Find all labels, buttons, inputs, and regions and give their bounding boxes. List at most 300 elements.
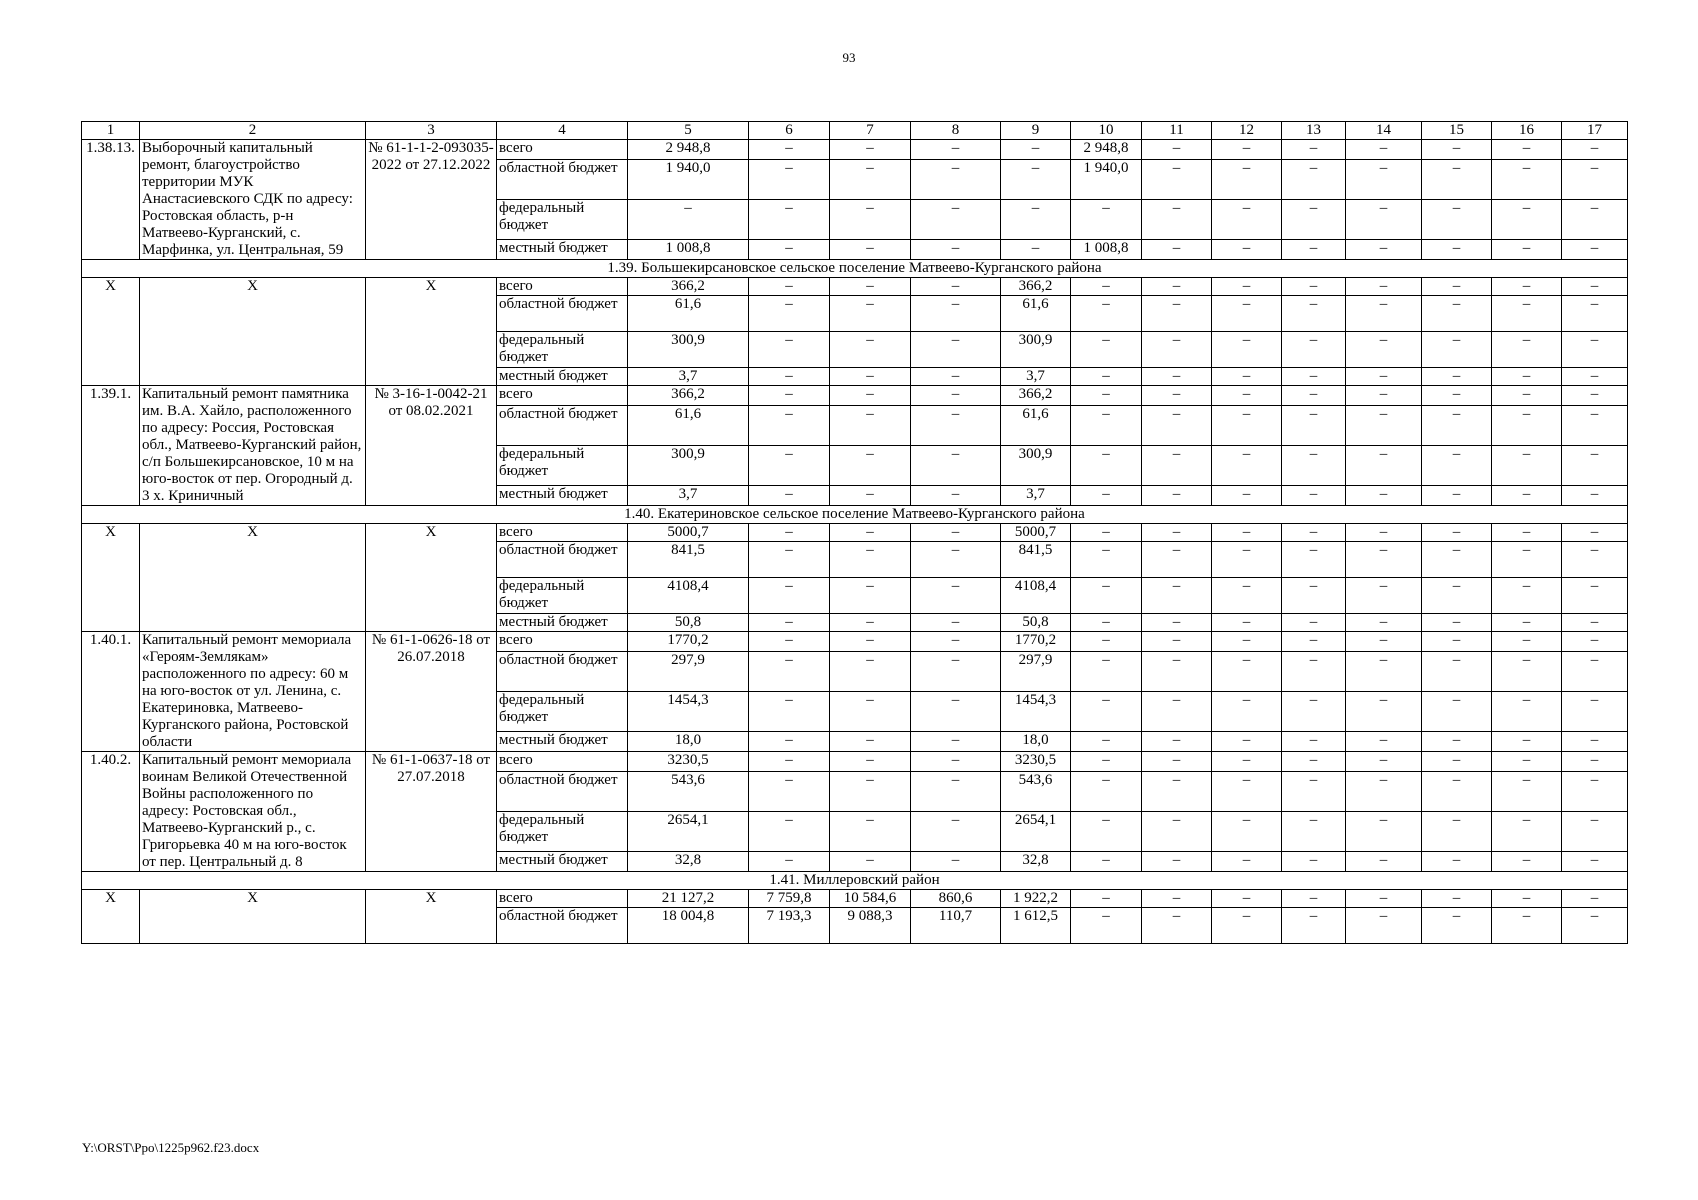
- value-col-14: –: [1346, 486, 1422, 506]
- value-col-9: 1 922,2: [1001, 890, 1071, 908]
- funding-source-label: федеральный бюджет: [497, 332, 628, 368]
- value-col-9: 300,9: [1001, 446, 1071, 486]
- value-col-16: –: [1492, 772, 1562, 812]
- value-col-11: –: [1142, 332, 1212, 368]
- value-col-7: –: [830, 852, 911, 872]
- value-col-17: –: [1562, 752, 1628, 772]
- value-col-16: –: [1492, 812, 1562, 852]
- value-col-6: –: [749, 692, 830, 732]
- value-col-14: –: [1346, 446, 1422, 486]
- value-col-17: –: [1562, 524, 1628, 542]
- value-col-11: –: [1142, 386, 1212, 406]
- value-col-6: –: [749, 160, 830, 200]
- value-col-16: –: [1492, 200, 1562, 240]
- value-col-15: –: [1422, 732, 1492, 752]
- value-col-13: –: [1282, 140, 1346, 160]
- value-col-11: –: [1142, 160, 1212, 200]
- value-col-5: 4108,4: [628, 578, 749, 614]
- value-col-8: –: [911, 386, 1001, 406]
- value-col-11: –: [1142, 652, 1212, 692]
- value-col-10: –: [1071, 524, 1142, 542]
- value-col-8: –: [911, 140, 1001, 160]
- funding-source-label: местный бюджет: [497, 486, 628, 506]
- value-col-12: –: [1212, 200, 1282, 240]
- table-row: [82, 524, 1628, 542]
- value-col-8: –: [911, 486, 1001, 506]
- funding-source-label: всего: [497, 278, 628, 296]
- value-col-6: –: [749, 240, 830, 260]
- value-col-14: –: [1346, 278, 1422, 296]
- value-col-7: –: [830, 200, 911, 240]
- value-col-6: –: [749, 368, 830, 386]
- funding-source-label: местный бюджет: [497, 852, 628, 872]
- item-name: X: [140, 278, 366, 386]
- table-row: [82, 278, 1628, 296]
- value-col-7: –: [830, 140, 911, 160]
- value-col-12: –: [1212, 486, 1282, 506]
- value-col-8: –: [911, 692, 1001, 732]
- value-col-17: –: [1562, 772, 1628, 812]
- value-col-14: –: [1346, 752, 1422, 772]
- value-col-11: –: [1142, 852, 1212, 872]
- value-col-8: –: [911, 240, 1001, 260]
- funding-source-label: федеральный бюджет: [497, 578, 628, 614]
- value-col-5: 21 127,2: [628, 890, 749, 908]
- column-number-11: 11: [1142, 122, 1212, 140]
- value-col-10: –: [1071, 652, 1142, 692]
- value-col-13: –: [1282, 240, 1346, 260]
- value-col-10: –: [1071, 542, 1142, 578]
- value-col-14: –: [1346, 772, 1422, 812]
- table-row: [82, 752, 1628, 772]
- value-col-10: –: [1071, 632, 1142, 652]
- item-name: Капитальный ремонт мемориала воинам Великой Отечественной Войны расположенного по адресу: Ростовская обл., Матвеево-Курганский р., с. Григорьевка 40 м на юго-восток от пер. Центральный д. 8: [140, 752, 366, 872]
- value-col-15: –: [1422, 542, 1492, 578]
- item-document: № 61-1-1-2-093035-2022 от 27.12.2022: [366, 140, 497, 260]
- value-col-17: –: [1562, 296, 1628, 332]
- value-col-7: –: [830, 332, 911, 368]
- value-col-6: –: [749, 406, 830, 446]
- value-col-12: –: [1212, 772, 1282, 812]
- value-col-15: –: [1422, 890, 1492, 908]
- value-col-14: –: [1346, 812, 1422, 852]
- value-col-7: –: [830, 446, 911, 486]
- value-col-5: 32,8: [628, 852, 749, 872]
- value-col-9: 4108,4: [1001, 578, 1071, 614]
- value-col-14: –: [1346, 692, 1422, 732]
- value-col-8: –: [911, 200, 1001, 240]
- value-col-10: –: [1071, 386, 1142, 406]
- value-col-11: –: [1142, 542, 1212, 578]
- funding-source-label: областной бюджет: [497, 542, 628, 578]
- value-col-6: 7 193,3: [749, 908, 830, 944]
- value-col-9: 18,0: [1001, 732, 1071, 752]
- value-col-9: 1 612,5: [1001, 908, 1071, 944]
- value-col-13: –: [1282, 908, 1346, 944]
- value-col-5: 543,6: [628, 772, 749, 812]
- value-col-17: –: [1562, 368, 1628, 386]
- item-document: X: [366, 524, 497, 632]
- value-col-5: 297,9: [628, 652, 749, 692]
- value-col-15: –: [1422, 524, 1492, 542]
- item-document: X: [366, 890, 497, 944]
- value-col-6: –: [749, 486, 830, 506]
- column-number-1: 1: [82, 122, 140, 140]
- value-col-12: –: [1212, 386, 1282, 406]
- value-col-10: –: [1071, 812, 1142, 852]
- value-col-15: –: [1422, 296, 1492, 332]
- funding-source-label: местный бюджет: [497, 614, 628, 632]
- value-col-10: –: [1071, 332, 1142, 368]
- value-col-12: –: [1212, 278, 1282, 296]
- value-col-9: 1454,3: [1001, 692, 1071, 732]
- funding-source-label: областной бюджет: [497, 652, 628, 692]
- value-col-9: –: [1001, 140, 1071, 160]
- value-col-7: –: [830, 406, 911, 446]
- value-col-8: –: [911, 652, 1001, 692]
- value-col-15: –: [1422, 908, 1492, 944]
- item-name: Капитальный ремонт мемориала «Героям-Землякам» расположенного по адресу: 60 м на юго-восток от ул. Ленина, с. Екатериновка, Матвеево-Курганского района, Ростовской области: [140, 632, 366, 752]
- item-number: 1.40.1.: [82, 632, 140, 752]
- funding-source-label: всего: [497, 524, 628, 542]
- funding-source-label: областной бюджет: [497, 160, 628, 200]
- funding-source-label: всего: [497, 890, 628, 908]
- value-col-14: –: [1346, 732, 1422, 752]
- value-col-12: –: [1212, 890, 1282, 908]
- value-col-11: –: [1142, 890, 1212, 908]
- value-col-7: –: [830, 732, 911, 752]
- value-col-7: –: [830, 812, 911, 852]
- value-col-5: 2654,1: [628, 812, 749, 852]
- item-name: X: [140, 524, 366, 632]
- value-col-6: –: [749, 632, 830, 652]
- value-col-6: 7 759,8: [749, 890, 830, 908]
- value-col-9: 366,2: [1001, 386, 1071, 406]
- value-col-13: –: [1282, 278, 1346, 296]
- value-col-10: –: [1071, 772, 1142, 812]
- value-col-15: –: [1422, 692, 1492, 732]
- value-col-12: –: [1212, 368, 1282, 386]
- value-col-7: –: [830, 692, 911, 732]
- table-row: [82, 140, 1628, 160]
- value-col-14: –: [1346, 542, 1422, 578]
- value-col-13: –: [1282, 772, 1346, 812]
- value-col-6: –: [749, 524, 830, 542]
- value-col-8: –: [911, 446, 1001, 486]
- value-col-16: –: [1492, 368, 1562, 386]
- item-document: № 61-1-0626-18 от 26.07.2018: [366, 632, 497, 752]
- value-col-11: –: [1142, 692, 1212, 732]
- value-col-10: –: [1071, 852, 1142, 872]
- value-col-9: –: [1001, 200, 1071, 240]
- funding-source-label: всего: [497, 752, 628, 772]
- value-col-8: –: [911, 368, 1001, 386]
- value-col-14: –: [1346, 240, 1422, 260]
- value-col-15: –: [1422, 368, 1492, 386]
- value-col-8: 110,7: [911, 908, 1001, 944]
- value-col-15: –: [1422, 200, 1492, 240]
- funding-source-label: федеральный бюджет: [497, 200, 628, 240]
- value-col-7: –: [830, 368, 911, 386]
- value-col-13: –: [1282, 160, 1346, 200]
- value-col-17: –: [1562, 332, 1628, 368]
- value-col-10: –: [1071, 614, 1142, 632]
- value-col-17: –: [1562, 632, 1628, 652]
- value-col-15: –: [1422, 140, 1492, 160]
- section-row: [82, 506, 1628, 524]
- value-col-12: –: [1212, 542, 1282, 578]
- value-col-5: 2 948,8: [628, 140, 749, 160]
- value-col-7: –: [830, 278, 911, 296]
- value-col-14: –: [1346, 578, 1422, 614]
- value-col-10: –: [1071, 486, 1142, 506]
- value-col-11: –: [1142, 632, 1212, 652]
- item-number: 1.39.1.: [82, 386, 140, 506]
- value-col-5: 61,6: [628, 406, 749, 446]
- funding-source-label: федеральный бюджет: [497, 446, 628, 486]
- column-number-12: 12: [1212, 122, 1282, 140]
- value-col-17: –: [1562, 240, 1628, 260]
- table-body: [82, 122, 1628, 944]
- value-col-11: –: [1142, 486, 1212, 506]
- funding-source-label: местный бюджет: [497, 732, 628, 752]
- value-col-6: –: [749, 446, 830, 486]
- value-col-5: –: [628, 200, 749, 240]
- footer-file-path: Y:\ORST\Ppo\1225p962.f23.docx: [82, 1140, 260, 1155]
- value-col-8: –: [911, 160, 1001, 200]
- value-col-5: 1770,2: [628, 632, 749, 652]
- value-col-8: –: [911, 812, 1001, 852]
- value-col-15: –: [1422, 446, 1492, 486]
- column-number-8: 8: [911, 122, 1001, 140]
- value-col-9: –: [1001, 240, 1071, 260]
- value-col-17: –: [1562, 160, 1628, 200]
- value-col-12: –: [1212, 812, 1282, 852]
- value-col-16: –: [1492, 752, 1562, 772]
- value-col-17: –: [1562, 406, 1628, 446]
- value-col-13: –: [1282, 368, 1346, 386]
- value-col-9: 366,2: [1001, 278, 1071, 296]
- value-col-13: –: [1282, 852, 1346, 872]
- value-col-13: –: [1282, 332, 1346, 368]
- section-title: 1.41. Миллеровский район: [82, 872, 1628, 890]
- value-col-13: –: [1282, 386, 1346, 406]
- value-col-6: –: [749, 542, 830, 578]
- value-col-8: –: [911, 524, 1001, 542]
- value-col-16: –: [1492, 732, 1562, 752]
- column-number-9: 9: [1001, 122, 1071, 140]
- value-col-16: –: [1492, 140, 1562, 160]
- value-col-14: –: [1346, 406, 1422, 446]
- value-col-7: –: [830, 652, 911, 692]
- value-col-16: –: [1492, 386, 1562, 406]
- value-col-10: –: [1071, 406, 1142, 446]
- value-col-15: –: [1422, 486, 1492, 506]
- value-col-13: –: [1282, 732, 1346, 752]
- value-col-15: –: [1422, 406, 1492, 446]
- value-col-8: –: [911, 732, 1001, 752]
- column-number-16: 16: [1492, 122, 1562, 140]
- value-col-5: 366,2: [628, 386, 749, 406]
- value-col-10: –: [1071, 908, 1142, 944]
- value-col-12: –: [1212, 692, 1282, 732]
- value-col-9: 50,8: [1001, 614, 1071, 632]
- column-number-3: 3: [366, 122, 497, 140]
- value-col-11: –: [1142, 140, 1212, 160]
- value-col-5: 3,7: [628, 486, 749, 506]
- section-row: [82, 260, 1628, 278]
- value-col-11: –: [1142, 278, 1212, 296]
- item-number: X: [82, 890, 140, 944]
- item-name: Капитальный ремонт памятника им. В.А. Хайло, расположенного по адресу: Россия, Ростовская обл., Матвеево-Курганский район, с/п Большекирсановское, 10 м на юго-восток от пер. Огородный д. 3 х. Криничный: [140, 386, 366, 506]
- value-col-6: –: [749, 752, 830, 772]
- value-col-8: –: [911, 406, 1001, 446]
- value-col-10: –: [1071, 578, 1142, 614]
- value-col-7: –: [830, 632, 911, 652]
- value-col-6: –: [749, 140, 830, 160]
- value-col-17: –: [1562, 386, 1628, 406]
- value-col-16: –: [1492, 524, 1562, 542]
- column-number-14: 14: [1346, 122, 1422, 140]
- funding-source-label: областной бюджет: [497, 296, 628, 332]
- value-col-14: –: [1346, 140, 1422, 160]
- value-col-7: –: [830, 486, 911, 506]
- value-col-5: 300,9: [628, 332, 749, 368]
- value-col-13: –: [1282, 200, 1346, 240]
- value-col-7: –: [830, 160, 911, 200]
- value-col-8: –: [911, 632, 1001, 652]
- funding-source-label: всего: [497, 386, 628, 406]
- value-col-6: –: [749, 772, 830, 812]
- value-col-7: 10 584,6: [830, 890, 911, 908]
- value-col-16: –: [1492, 692, 1562, 732]
- value-col-9: 3,7: [1001, 368, 1071, 386]
- value-col-11: –: [1142, 368, 1212, 386]
- value-col-9: 2654,1: [1001, 812, 1071, 852]
- value-col-10: –: [1071, 200, 1142, 240]
- column-number-2: 2: [140, 122, 366, 140]
- value-col-7: –: [830, 578, 911, 614]
- value-col-5: 18,0: [628, 732, 749, 752]
- item-number: X: [82, 278, 140, 386]
- value-col-7: –: [830, 614, 911, 632]
- value-col-10: –: [1071, 368, 1142, 386]
- value-col-7: –: [830, 524, 911, 542]
- value-col-11: –: [1142, 578, 1212, 614]
- value-col-16: –: [1492, 486, 1562, 506]
- value-col-5: 3,7: [628, 368, 749, 386]
- value-col-15: –: [1422, 812, 1492, 852]
- value-col-17: –: [1562, 890, 1628, 908]
- value-col-6: –: [749, 652, 830, 692]
- value-col-16: –: [1492, 446, 1562, 486]
- value-col-11: –: [1142, 752, 1212, 772]
- value-col-5: 3230,5: [628, 752, 749, 772]
- value-col-11: –: [1142, 614, 1212, 632]
- value-col-15: –: [1422, 160, 1492, 200]
- funding-source-label: местный бюджет: [497, 240, 628, 260]
- value-col-9: 61,6: [1001, 406, 1071, 446]
- value-col-11: –: [1142, 240, 1212, 260]
- value-col-12: –: [1212, 524, 1282, 542]
- funding-source-label: всего: [497, 140, 628, 160]
- value-col-9: 61,6: [1001, 296, 1071, 332]
- value-col-5: 61,6: [628, 296, 749, 332]
- funding-source-label: федеральный бюджет: [497, 692, 628, 732]
- value-col-10: –: [1071, 692, 1142, 732]
- value-col-11: –: [1142, 908, 1212, 944]
- value-col-6: –: [749, 852, 830, 872]
- value-col-9: 3,7: [1001, 486, 1071, 506]
- value-col-10: 2 948,8: [1071, 140, 1142, 160]
- value-col-5: 5000,7: [628, 524, 749, 542]
- value-col-17: –: [1562, 140, 1628, 160]
- value-col-7: –: [830, 240, 911, 260]
- value-col-11: –: [1142, 524, 1212, 542]
- column-number-7: 7: [830, 122, 911, 140]
- value-col-6: –: [749, 386, 830, 406]
- value-col-13: –: [1282, 524, 1346, 542]
- value-col-8: –: [911, 852, 1001, 872]
- value-col-14: –: [1346, 632, 1422, 652]
- value-col-7: –: [830, 542, 911, 578]
- value-col-6: –: [749, 732, 830, 752]
- value-col-10: –: [1071, 732, 1142, 752]
- value-col-12: –: [1212, 240, 1282, 260]
- value-col-13: –: [1282, 692, 1346, 732]
- column-number-15: 15: [1422, 122, 1492, 140]
- value-col-9: –: [1001, 160, 1071, 200]
- value-col-12: –: [1212, 332, 1282, 368]
- section-row: [82, 872, 1628, 890]
- value-col-17: –: [1562, 278, 1628, 296]
- value-col-6: –: [749, 332, 830, 368]
- value-col-14: –: [1346, 852, 1422, 872]
- value-col-13: –: [1282, 752, 1346, 772]
- value-col-14: –: [1346, 160, 1422, 200]
- value-col-16: –: [1492, 278, 1562, 296]
- value-col-13: –: [1282, 614, 1346, 632]
- item-number: X: [82, 524, 140, 632]
- funding-source-label: всего: [497, 632, 628, 652]
- value-col-12: –: [1212, 406, 1282, 446]
- value-col-6: –: [749, 614, 830, 632]
- value-col-14: –: [1346, 652, 1422, 692]
- column-number-13: 13: [1282, 122, 1346, 140]
- value-col-17: –: [1562, 446, 1628, 486]
- value-col-13: –: [1282, 406, 1346, 446]
- value-col-10: –: [1071, 890, 1142, 908]
- value-col-10: –: [1071, 752, 1142, 772]
- column-number-4: 4: [497, 122, 628, 140]
- item-name: Выборочный капитальный ремонт, благоустройство территории МУК Анастасиевского СДК по адресу: Ростовская область, р-н Матвеево-Курганский, с. Марфинка, ул. Центральная, 59: [140, 140, 366, 260]
- value-col-9: 543,6: [1001, 772, 1071, 812]
- value-col-17: –: [1562, 692, 1628, 732]
- value-col-15: –: [1422, 278, 1492, 296]
- value-col-11: –: [1142, 406, 1212, 446]
- value-col-8: –: [911, 278, 1001, 296]
- value-col-11: –: [1142, 296, 1212, 332]
- table-row: [82, 890, 1628, 908]
- value-col-5: 300,9: [628, 446, 749, 486]
- value-col-12: –: [1212, 140, 1282, 160]
- value-col-9: 32,8: [1001, 852, 1071, 872]
- value-col-8: –: [911, 752, 1001, 772]
- item-document: X: [366, 278, 497, 386]
- value-col-12: –: [1212, 296, 1282, 332]
- value-col-17: –: [1562, 852, 1628, 872]
- funding-source-label: областной бюджет: [497, 908, 628, 944]
